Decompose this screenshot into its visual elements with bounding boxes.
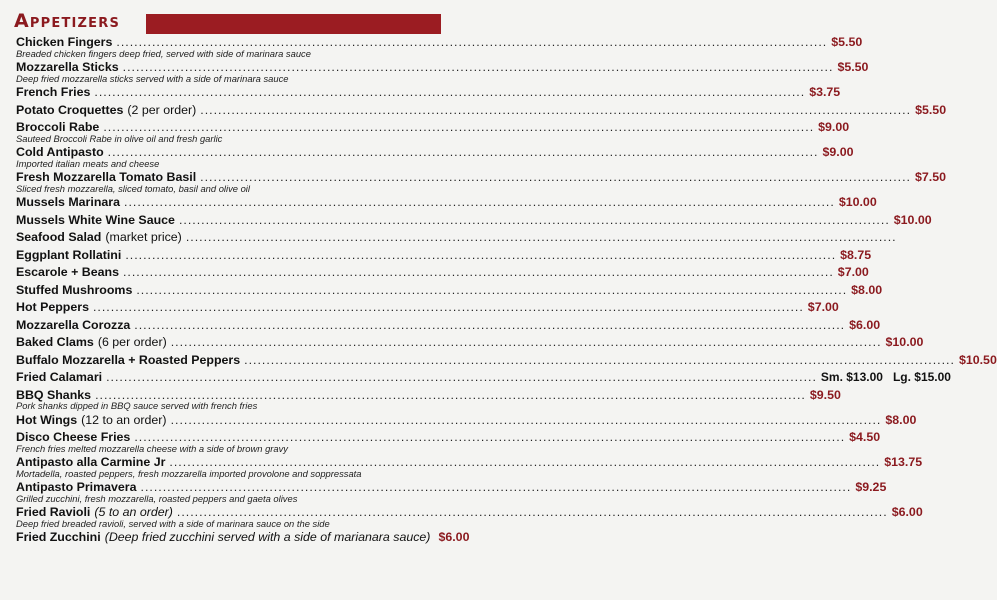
item-description: Deep fried mozzarella sticks served with a side of marinara sauce [16, 72, 289, 84]
menu-item-row [16, 194, 877, 212]
item-name: Stuffed Mushrooms [16, 282, 133, 297]
item-price: $4.50 [849, 430, 881, 444]
menu-item [16, 529, 470, 547]
item-description: Imported italian meats and cheese [16, 157, 160, 169]
item-price: $5.50 [837, 60, 869, 74]
item-name: Baked Clams [16, 335, 94, 349]
item-note: (2 per order) [127, 102, 197, 117]
item-name: Mozzarella Sticks [16, 60, 119, 74]
item-price: $9.50 [809, 387, 841, 402]
item-description: Grilled zucchini, fresh mozzarella, roasted peppers and gaeta olives [16, 492, 298, 504]
leader-dots [171, 334, 882, 352]
menu-item-row [16, 317, 881, 335]
item-name: Disco Cheese Fries [16, 430, 131, 444]
menu-item [16, 247, 872, 265]
item-name: Hot Wings [16, 412, 78, 427]
menu-item-row [16, 334, 924, 352]
item-name: Seafood Salad [16, 230, 102, 244]
item-name: Broccoli Rabe [16, 120, 100, 134]
item-name: Mussels White Wine Sauce [16, 212, 175, 227]
item-name: BBQ Shanks [16, 387, 92, 402]
item-note: (Deep fried zucchini served with a side of marianara sauce) [104, 530, 431, 544]
item-price: $8.00 [851, 282, 883, 297]
item-description: Sauteed Broccoli Rabe in olive oil and fresh garlic [16, 132, 223, 144]
leader-dots [171, 412, 882, 430]
menu-item [16, 144, 854, 169]
item-name: Escarole + Beans [16, 265, 119, 279]
menu-item [16, 119, 850, 144]
item-name: Antipasto alla Carmine Jr [16, 455, 166, 469]
leader-dots [179, 212, 890, 230]
menu-item [16, 429, 881, 454]
item-name: Eggplant Rollatini [16, 247, 122, 262]
menu-item-row [16, 282, 883, 300]
item-note: (6 per order) [97, 335, 167, 349]
menu-item-row [16, 229, 438, 247]
menu-item [16, 387, 841, 412]
menu-item-row [16, 369, 951, 387]
menu-item-row [16, 412, 917, 430]
leader-dots [106, 369, 817, 387]
section-title: Appetizers [14, 10, 121, 32]
item-name: Antipasto Primavera [16, 480, 137, 494]
leader-dots [200, 102, 911, 120]
item-price: $8.00 [885, 412, 917, 427]
menu-item [16, 352, 997, 370]
item-price: $13.75 [884, 455, 923, 469]
item-name: Mussels Marinara [16, 195, 120, 209]
item-description: Sliced fresh mozzarella, sliced tomato, basil and olive oil [16, 182, 250, 194]
item-note: (market price) [105, 230, 182, 244]
header-bar [146, 14, 441, 34]
menu-item-row [16, 352, 997, 370]
item-price: $5.50 [915, 102, 947, 117]
item-price: $9.00 [822, 145, 854, 159]
menu-item [16, 102, 947, 120]
menu-item [16, 412, 917, 430]
item-name: Fresh Mozzarella Tomato Basil [16, 170, 197, 184]
leader-dots [93, 299, 804, 317]
item-size-price: Lg. $15.00 [892, 370, 951, 384]
menu-item-row [16, 212, 932, 230]
item-name: Mozzarella Corozza [16, 317, 131, 332]
item-name: Cold Antipasto [16, 145, 104, 159]
leader-dots [124, 194, 835, 212]
item-name: Fried Calamari [16, 370, 103, 384]
menu-item-row [16, 102, 947, 120]
menu-item [16, 59, 869, 84]
menu-item [16, 299, 839, 317]
menu-item [16, 479, 887, 504]
menu-item [16, 334, 924, 352]
leader-dots [123, 264, 834, 282]
leader-dots [136, 282, 847, 300]
item-name: Chicken Fingers [16, 35, 113, 49]
menu-item-row [16, 247, 872, 265]
menu-item [16, 194, 877, 212]
item-price: $7.50 [914, 170, 946, 184]
menu-item [16, 84, 841, 102]
menu-item-row [16, 299, 839, 317]
menu-item [16, 212, 932, 230]
section-header [0, 8, 450, 34]
menu-item [16, 169, 946, 194]
leader-dots [125, 247, 836, 265]
item-description: Breaded chicken fingers deep fried, served with side of marinara sauce [16, 47, 311, 59]
menu-item [16, 282, 883, 300]
item-name: French Fries [16, 85, 91, 99]
menu-item [16, 369, 951, 387]
item-price: $10.00 [893, 212, 932, 227]
item-price: $6.00 [438, 530, 470, 544]
item-name: Buffalo Mozzarella + Roasted Peppers [16, 352, 241, 367]
item-description: Pork shanks dipped in BBQ sauce served with french fries [16, 400, 258, 411]
menu-list [16, 34, 997, 547]
menu-item-row [16, 264, 869, 282]
item-name: Fried Ravioli [16, 505, 91, 519]
item-price: $6.00 [849, 317, 881, 332]
menu-item [16, 454, 923, 479]
item-price: $9.00 [818, 120, 850, 134]
item-name: Potato Croquettes [16, 102, 124, 117]
item-name: Fried Zucchini [16, 530, 101, 544]
item-price: $3.75 [809, 85, 841, 99]
item-description: Mortadella, roasted peppers, fresh mozzarella imported provolone and soppressata [16, 467, 362, 479]
leader-dots [186, 229, 897, 247]
menu-item [16, 264, 869, 282]
leader-dots [244, 352, 955, 370]
item-description: French fries melted mozzarella cheese with a side of brown gravy [16, 442, 288, 454]
item-note: (12 to an order) [81, 412, 167, 427]
item-price: $10.00 [885, 335, 924, 349]
menu-item [16, 34, 863, 59]
item-name: Hot Peppers [16, 300, 89, 314]
item-price: $10.00 [838, 195, 877, 209]
menu-item [16, 504, 923, 529]
leader-dots [134, 317, 845, 335]
menu-item-row [16, 84, 841, 102]
item-price: $8.75 [840, 247, 872, 262]
item-price: $5.50 [831, 35, 863, 49]
leader-dots [200, 169, 911, 187]
item-price: $7.00 [807, 300, 839, 314]
item-price: $6.00 [891, 505, 923, 519]
item-note: (5 to an order) [94, 505, 173, 519]
menu-item-row [16, 529, 470, 547]
item-description: Deep fried breaded ravioli, served with a side of marinara sauce on the side [16, 517, 330, 529]
item-price: $10.50 [958, 352, 997, 367]
item-price: $9.25 [855, 480, 887, 494]
menu-item [16, 229, 438, 247]
item-size-price: Sm. $13.00 [820, 370, 883, 384]
leader-dots [94, 84, 805, 102]
leader-dots [108, 144, 819, 162]
menu-item [16, 317, 881, 335]
item-price: $7.00 [837, 265, 869, 279]
